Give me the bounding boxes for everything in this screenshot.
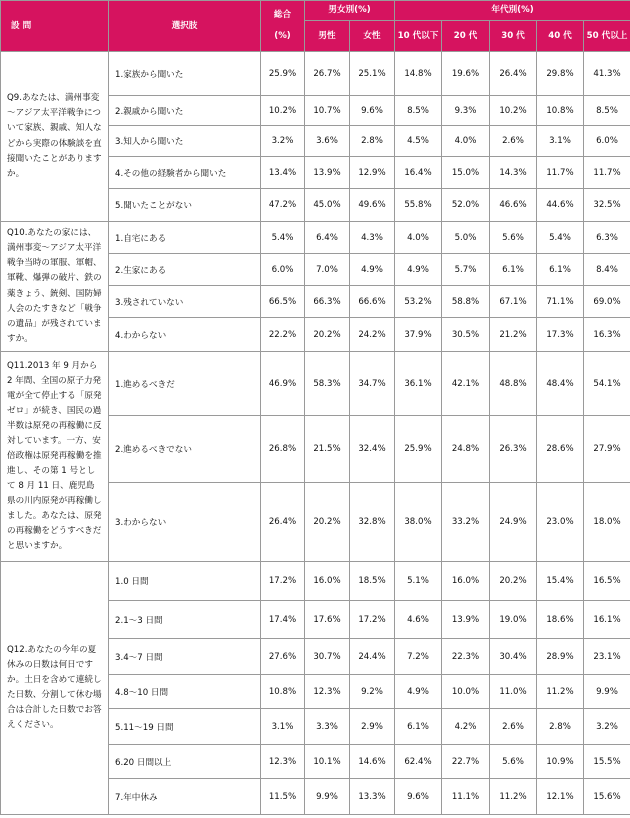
header-col-50s: 50 代以上 (584, 21, 630, 52)
percent-value: 45.0% (305, 189, 350, 222)
percent-value: 6.1% (490, 254, 537, 286)
percent-value: 24.8% (442, 416, 490, 483)
percent-value: 7.0% (305, 254, 350, 286)
percent-value: 24.2% (350, 318, 395, 352)
percent-value: 33.2% (442, 483, 490, 562)
percent-value: 17.3% (537, 318, 584, 352)
percent-value: 25.9% (395, 416, 442, 483)
table-row (1, 562, 630, 601)
total-value: 22.2% (261, 318, 305, 352)
percent-value: 6.4% (305, 222, 350, 254)
percent-value: 10.1% (305, 745, 350, 779)
percent-value: 16.4% (395, 157, 442, 189)
percent-value: 22.7% (442, 745, 490, 779)
percent-value: 3.3% (305, 709, 350, 745)
percent-value: 16.5% (584, 562, 630, 601)
total-value: 5.4% (261, 222, 305, 254)
question-text: Q11.2013 年 9 月から 2 年間、全国の原子力発電が全て停止する「原発ゼロ」が続き、国民の過半数は原発の再稼働に反対しています。一方、安倍政権は原発再稼働を推進し、その第 1 号として 8 月 11 日、鹿児島県の川内原発が再稼働しました。あなたは、原発の再稼働をどうすべきだと思いますか。 (1, 352, 109, 562)
percent-value: 3.6% (305, 126, 350, 157)
percent-value: 4.6% (395, 601, 442, 639)
choice-label: 2.進めるべきでない (109, 416, 261, 483)
percent-value: 49.6% (350, 189, 395, 222)
total-value: 46.9% (261, 352, 305, 416)
total-value: 3.1% (261, 709, 305, 745)
total-value: 17.4% (261, 601, 305, 639)
percent-value: 5.0% (442, 222, 490, 254)
percent-value: 62.4% (395, 745, 442, 779)
percent-value: 2.6% (490, 126, 537, 157)
header-col-teens: 10 代以下 (395, 21, 442, 52)
percent-value: 32.4% (350, 416, 395, 483)
percent-value: 5.1% (395, 562, 442, 601)
percent-value: 11.2% (537, 675, 584, 709)
percent-value: 18.5% (350, 562, 395, 601)
total-value: 6.0% (261, 254, 305, 286)
percent-value: 32.5% (584, 189, 630, 222)
percent-value: 3.1% (537, 126, 584, 157)
total-value: 11.5% (261, 779, 305, 815)
percent-value: 9.6% (350, 96, 395, 126)
percent-value: 16.0% (305, 562, 350, 601)
table-row (1, 352, 630, 416)
total-value: 66.5% (261, 286, 305, 318)
percent-value: 22.3% (442, 639, 490, 675)
percent-value: 37.9% (395, 318, 442, 352)
choice-label: 2.親戚から聞いた (109, 96, 261, 126)
table-body (1, 52, 630, 815)
percent-value: 26.3% (490, 416, 537, 483)
percent-value: 26.4% (490, 52, 537, 96)
percent-value: 13.9% (442, 601, 490, 639)
percent-value: 48.8% (490, 352, 537, 416)
percent-value: 28.9% (537, 639, 584, 675)
percent-value: 10.7% (305, 96, 350, 126)
percent-value: 19.6% (442, 52, 490, 96)
total-value: 17.2% (261, 562, 305, 601)
percent-value: 11.7% (584, 157, 630, 189)
percent-value: 6.3% (584, 222, 630, 254)
percent-value: 11.7% (537, 157, 584, 189)
total-value: 10.8% (261, 675, 305, 709)
percent-value: 6.1% (537, 254, 584, 286)
percent-value: 9.9% (584, 675, 630, 709)
percent-value: 4.0% (442, 126, 490, 157)
percent-value: 9.6% (395, 779, 442, 815)
choice-label: 6.20 日間以上 (109, 745, 261, 779)
percent-value: 18.0% (584, 483, 630, 562)
percent-value: 41.3% (584, 52, 630, 96)
percent-value: 14.6% (350, 745, 395, 779)
percent-value: 71.1% (537, 286, 584, 318)
total-value: 27.6% (261, 639, 305, 675)
percent-value: 10.9% (537, 745, 584, 779)
percent-value: 55.8% (395, 189, 442, 222)
header-total-label: 総合 (273, 9, 292, 20)
choice-label: 2.生家にある (109, 254, 261, 286)
percent-value: 25.1% (350, 52, 395, 96)
total-value: 26.4% (261, 483, 305, 562)
percent-value: 17.6% (305, 601, 350, 639)
percent-value: 15.6% (584, 779, 630, 815)
question-text: Q12.あなたの今年の夏休みの日数は何日ですか。土日を含めて連続した日数、分割して休む場合は合計した日数でお答えください。 (1, 562, 109, 815)
percent-value: 69.0% (584, 286, 630, 318)
header-col-female: 女性 (350, 21, 395, 52)
percent-value: 7.2% (395, 639, 442, 675)
percent-value: 11.1% (442, 779, 490, 815)
question-text: Q9.あなたは、満州事変～アジア太平洋戦争について家族、親戚、知人などから実際の体験談を直接聞いたことがありますか。 (1, 52, 109, 222)
percent-value: 2.8% (350, 126, 395, 157)
choice-label: 3.残されていない (109, 286, 261, 318)
percent-value: 23.0% (537, 483, 584, 562)
percent-value: 4.9% (350, 254, 395, 286)
percent-value: 12.3% (305, 675, 350, 709)
header-question: 設 問 (1, 1, 109, 52)
choice-label: 1.0 日間 (109, 562, 261, 601)
percent-value: 32.8% (350, 483, 395, 562)
total-value: 47.2% (261, 189, 305, 222)
percent-value: 2.8% (537, 709, 584, 745)
percent-value: 30.4% (490, 639, 537, 675)
total-value: 13.4% (261, 157, 305, 189)
percent-value: 8.4% (584, 254, 630, 286)
percent-value: 5.6% (490, 745, 537, 779)
percent-value: 6.0% (584, 126, 630, 157)
percent-value: 14.8% (395, 52, 442, 96)
choice-label: 1.家族から聞いた (109, 52, 261, 96)
percent-value: 4.2% (442, 709, 490, 745)
percent-value: 11.2% (490, 779, 537, 815)
header-col-male: 男性 (305, 21, 350, 52)
total-value: 26.8% (261, 416, 305, 483)
percent-value: 10.8% (537, 96, 584, 126)
percent-value: 12.9% (350, 157, 395, 189)
percent-value: 3.2% (584, 709, 630, 745)
header-gender-group: 男女別(%) (305, 1, 395, 21)
percent-value: 8.5% (584, 96, 630, 126)
percent-value: 16.3% (584, 318, 630, 352)
percent-value: 12.1% (537, 779, 584, 815)
percent-value: 48.4% (537, 352, 584, 416)
total-value: 25.9% (261, 52, 305, 96)
question-text: Q10.あなたの家には、満州事変～アジア太平洋戦争当時の軍服、軍帽、軍靴、爆弾の破片、鉄の薬きょう、銃剣、国防婦人会のたすきなど「戦争の遺品」が残されていますか。 (1, 222, 109, 352)
choice-label: 3.知人から聞いた (109, 126, 261, 157)
table-header (1, 1, 630, 52)
percent-value: 4.0% (395, 222, 442, 254)
percent-value: 4.9% (395, 675, 442, 709)
percent-value: 21.5% (305, 416, 350, 483)
choice-label: 2.1～3 日間 (109, 601, 261, 639)
total-value: 10.2% (261, 96, 305, 126)
percent-value: 24.9% (490, 483, 537, 562)
header-choices: 選択肢 (109, 1, 261, 52)
choice-label: 3.4～7 日間 (109, 639, 261, 675)
percent-value: 36.1% (395, 352, 442, 416)
percent-value: 4.3% (350, 222, 395, 254)
percent-value: 20.2% (305, 318, 350, 352)
percent-value: 23.1% (584, 639, 630, 675)
percent-value: 2.6% (490, 709, 537, 745)
percent-value: 19.0% (490, 601, 537, 639)
percent-value: 15.4% (537, 562, 584, 601)
percent-value: 46.6% (490, 189, 537, 222)
percent-value: 27.9% (584, 416, 630, 483)
choice-label: 1.自宅にある (109, 222, 261, 254)
percent-value: 20.2% (490, 562, 537, 601)
percent-value: 58.8% (442, 286, 490, 318)
choice-label: 3.わからない (109, 483, 261, 562)
header-col-40s: 40 代 (537, 21, 584, 52)
percent-value: 4.9% (395, 254, 442, 286)
percent-value: 10.0% (442, 675, 490, 709)
choice-label: 5.聞いたことがない (109, 189, 261, 222)
choice-label: 5.11～19 日間 (109, 709, 261, 745)
percent-value: 66.3% (305, 286, 350, 318)
header-age-group: 年代別(%) (395, 1, 630, 21)
percent-value: 4.5% (395, 126, 442, 157)
percent-value: 24.4% (350, 639, 395, 675)
percent-value: 16.1% (584, 601, 630, 639)
table-row (1, 222, 630, 254)
percent-value: 15.0% (442, 157, 490, 189)
percent-value: 21.2% (490, 318, 537, 352)
percent-value: 2.9% (350, 709, 395, 745)
percent-value: 10.2% (490, 96, 537, 126)
percent-value: 44.6% (537, 189, 584, 222)
percent-value: 5.4% (537, 222, 584, 254)
header-col-30s: 30 代 (490, 21, 537, 52)
percent-value: 13.3% (350, 779, 395, 815)
percent-value: 5.7% (442, 254, 490, 286)
percent-value: 9.3% (442, 96, 490, 126)
percent-value: 30.7% (305, 639, 350, 675)
percent-value: 67.1% (490, 286, 537, 318)
header-total (261, 1, 305, 52)
percent-value: 34.7% (350, 352, 395, 416)
header-total-unit: (%) (274, 31, 291, 42)
percent-value: 18.6% (537, 601, 584, 639)
total-value: 12.3% (261, 745, 305, 779)
percent-value: 15.5% (584, 745, 630, 779)
percent-value: 29.8% (537, 52, 584, 96)
percent-value: 54.1% (584, 352, 630, 416)
percent-value: 13.9% (305, 157, 350, 189)
choice-label: 4.わからない (109, 318, 261, 352)
percent-value: 52.0% (442, 189, 490, 222)
header-col-20s: 20 代 (442, 21, 490, 52)
total-value: 3.2% (261, 126, 305, 157)
percent-value: 5.6% (490, 222, 537, 254)
percent-value: 53.2% (395, 286, 442, 318)
percent-value: 9.2% (350, 675, 395, 709)
percent-value: 26.7% (305, 52, 350, 96)
choice-label: 1.進めるべきだ (109, 352, 261, 416)
percent-value: 42.1% (442, 352, 490, 416)
percent-value: 16.0% (442, 562, 490, 601)
percent-value: 8.5% (395, 96, 442, 126)
choice-label: 4.その他の経験者から聞いた (109, 157, 261, 189)
percent-value: 28.6% (537, 416, 584, 483)
percent-value: 14.3% (490, 157, 537, 189)
percent-value: 38.0% (395, 483, 442, 562)
percent-value: 11.0% (490, 675, 537, 709)
choice-label: 4.8～10 日間 (109, 675, 261, 709)
percent-value: 66.6% (350, 286, 395, 318)
percent-value: 9.9% (305, 779, 350, 815)
table-row (1, 52, 630, 96)
percent-value: 58.3% (305, 352, 350, 416)
percent-value: 20.2% (305, 483, 350, 562)
choice-label: 7.年中休み (109, 779, 261, 815)
percent-value: 17.2% (350, 601, 395, 639)
percent-value: 30.5% (442, 318, 490, 352)
percent-value: 6.1% (395, 709, 442, 745)
